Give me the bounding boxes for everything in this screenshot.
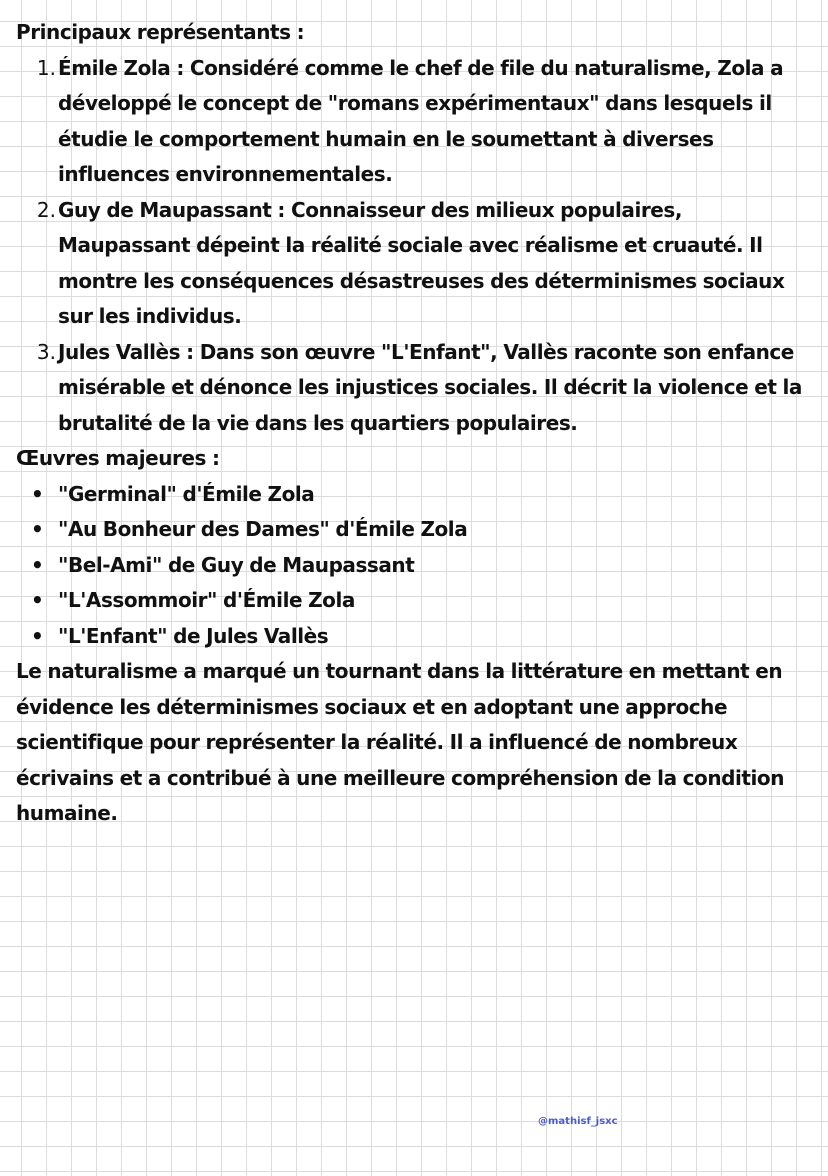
work-title: "Germinal" d'Émile Zola [58,481,315,506]
item-text: Guy de Maupassant : Connaisseur des milieux populaires, Maupassant dépeint la réalité sociale avec réalisme et cruauté. Il montre les conséquences désastreuses des déterminismes sociaux sur les individus. [58,197,785,328]
item-number: 1. [36,55,56,80]
list-item [16,512,816,548]
list-item [16,477,816,513]
author-credit: @mathisf_jsxc [538,1116,618,1127]
list-item [16,548,816,584]
item-text: Émile Zola : Considéré comme le chef de file du naturalisme, Zola a développé le concept de "romans expérimentaux" dans lesquels il étudie le comportement humain en le soumettant à diverses influences environnementales. [58,55,784,186]
works-list [16,477,816,655]
work-title: "Bel-Ami" de Guy de Maupassant [58,552,415,577]
item-text: Jules Vallès : Dans son œuvre "L'Enfant", Vallès raconte son enfance misérable et dénonce les injustices sociales. Il décrit la violence et la brutalité de la vie dans les quartiers populaires. [58,339,802,435]
list-item [16,335,816,442]
list-item [16,51,816,193]
work-title: "Au Bonheur des Dames" d'Émile Zola [58,517,468,541]
bullet-icon: • [31,552,44,577]
representatives-list [16,51,816,442]
bullet-icon: • [31,588,44,612]
representatives-heading: Principaux représentants : [16,20,305,44]
item-number: 3. [36,339,56,364]
bullet-icon: • [31,517,44,541]
list-item [16,193,816,335]
bullet-icon: • [31,623,44,648]
list-item [16,619,816,655]
item-number: 2. [36,197,56,222]
works-heading: Œuvres majeures : [16,446,220,470]
bullet-icon: • [31,481,44,506]
work-title: "L'Enfant" de Jules Vallès [58,623,329,648]
conclusion-paragraph: Le naturalisme a marqué un tournant dans la littérature en mettant en évidence les déterminismes sociaux et en adoptant une approche scientifique pour représenter la réalité. Il a influencé de nombreux écrivains et a contribué à une meilleure compréhension de la condition humaine. [16,659,784,825]
work-title: "L'Assommoir" d'Émile Zola [58,588,355,612]
list-item [16,583,816,619]
note-sheet [16,15,816,832]
